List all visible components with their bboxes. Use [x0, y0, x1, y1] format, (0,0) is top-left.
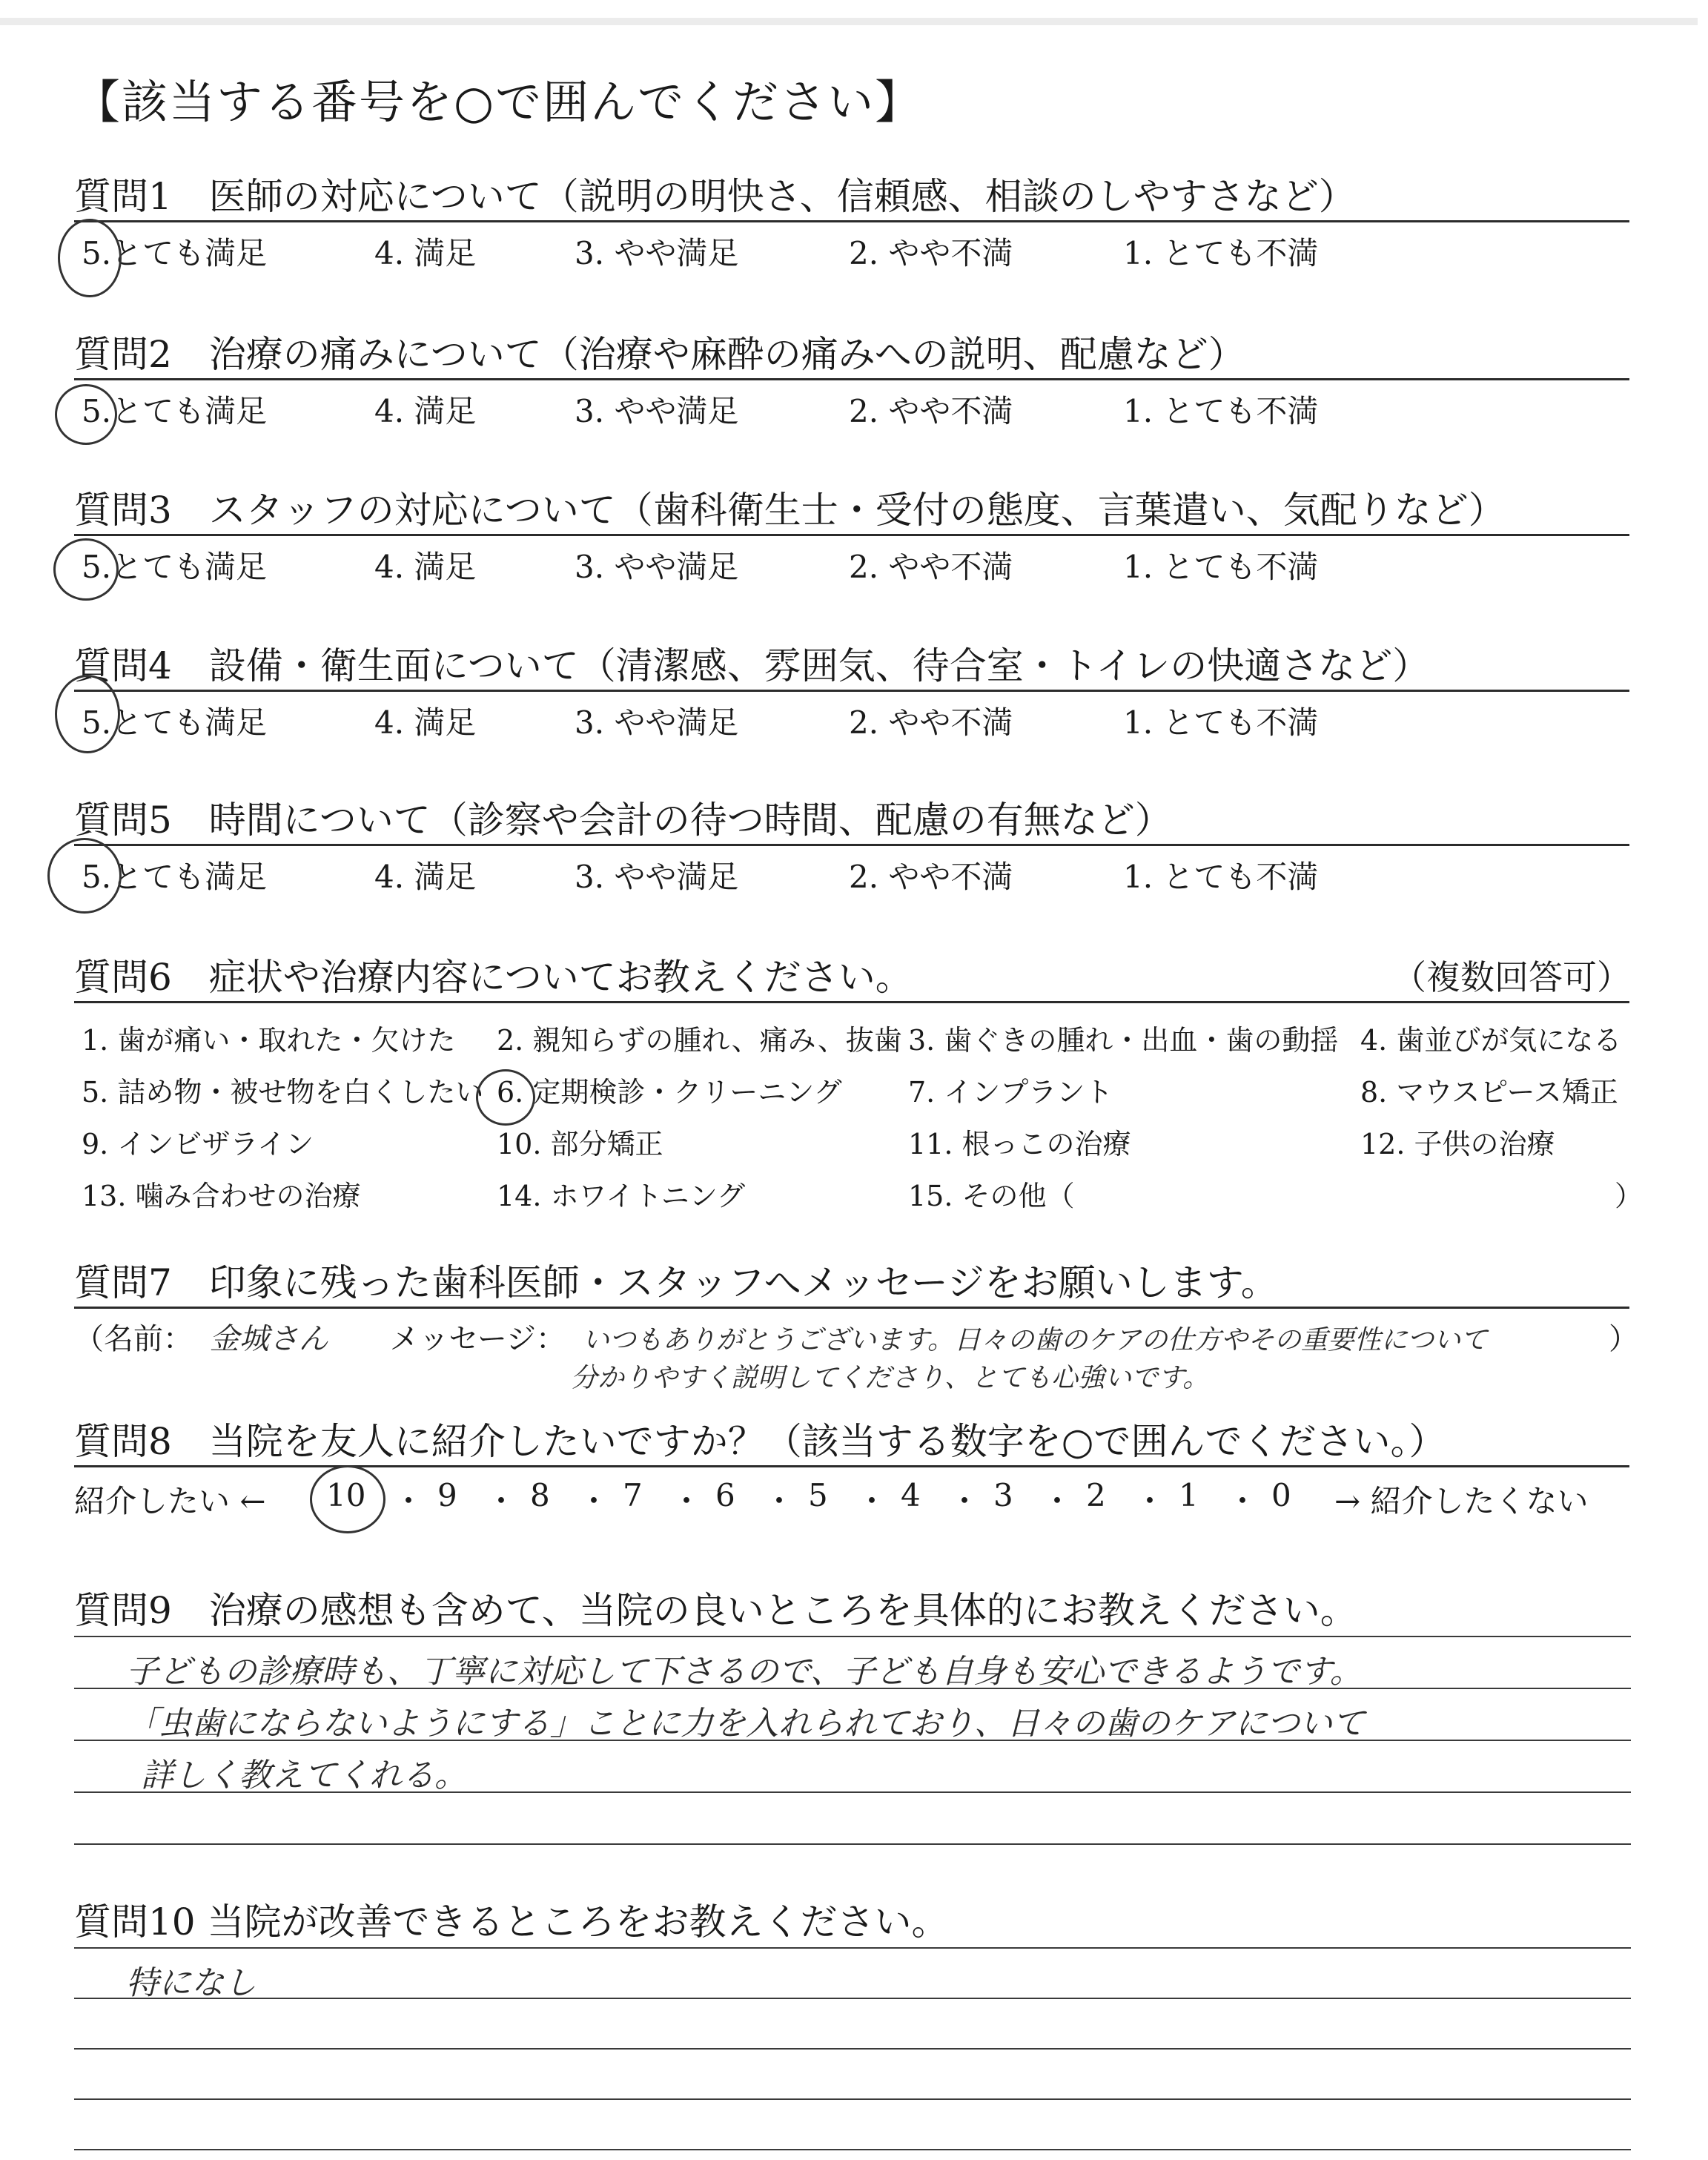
q5-option-4[interactable]: 4. 満足: [374, 859, 477, 895]
message-line-1[interactable]: いつもありがとうございます。日々の歯のケアの仕方やその重要性について: [582, 1325, 1488, 1355]
q10-ruled-line: [74, 2048, 1631, 2050]
question-7-rule: [74, 1307, 1629, 1309]
q6-option-14[interactable]: 14. ホワイトニング: [497, 1180, 746, 1212]
question-2-rule: [74, 378, 1629, 380]
q1-option-2[interactable]: 2. やや不満: [849, 235, 1013, 271]
question-1-title: 質問1 医師の対応について（説明の明快さ、信頼感、相談のしやすさなど）: [74, 175, 1356, 218]
q10-ruled-line: [74, 2098, 1631, 2100]
q6-option-6[interactable]: 6. 定期検診・クリーニング: [497, 1076, 842, 1109]
scale-8[interactable]: 8: [530, 1477, 550, 1513]
q4-option-2[interactable]: 2. やや不満: [849, 704, 1013, 741]
question-6: [74, 948, 1644, 1215]
q5-option-2[interactable]: 2. やや不満: [849, 859, 1013, 895]
recommend-left-label: 紹介したい ←: [74, 1483, 266, 1519]
q4-option-4[interactable]: 4. 満足: [374, 704, 477, 741]
q6-option-11[interactable]: 11. 根っこの治療: [908, 1128, 1131, 1160]
q1-selection-circle: [58, 219, 122, 297]
question-5-options: [82, 853, 1623, 897]
q5-option-1[interactable]: 1. とても不満: [1123, 859, 1319, 895]
question-7-response: [74, 1315, 1487, 1358]
q6-option-12[interactable]: 12. 子供の治療: [1360, 1128, 1555, 1160]
scale-1[interactable]: 1: [1179, 1477, 1199, 1513]
q8-selection-circle: [310, 1465, 385, 1533]
question-10-title: 質問10 当院が改善できるところをお教えください。: [74, 1900, 949, 1943]
q9-ruled-line: [74, 1843, 1631, 1845]
q5-option-5[interactable]: 5.とても満足: [82, 859, 268, 895]
q9-answer-line-1[interactable]: 子どもの診療時も、丁寧に対応して下さるので、子ども自身も安心できるようです。: [126, 1653, 1363, 1691]
q2-option-1[interactable]: 1. とても不満: [1123, 393, 1319, 429]
q10-answer-line-1[interactable]: 特になし: [126, 1964, 256, 2002]
q1-option-3[interactable]: 3. やや満足: [575, 235, 739, 271]
scale-sep: ・: [764, 1483, 795, 1519]
question-4-title: 質問4 設備・衛生面について（清潔感、雰囲気、待合室・トイレの快適さなど）: [74, 644, 1430, 687]
name-label: （名前：: [74, 1322, 193, 1356]
name-value[interactable]: 金城さん: [209, 1322, 328, 1356]
scale-10[interactable]: 10: [326, 1477, 366, 1513]
q2-option-5[interactable]: 5.とても満足: [82, 393, 268, 429]
question-9: [74, 1581, 1631, 1848]
question-5-rule: [74, 844, 1629, 846]
q2-selection-circle: [55, 384, 117, 445]
q6-option-3[interactable]: 3. 歯ぐきの腫れ・出血・歯の動揺: [908, 1024, 1339, 1057]
q6-option-4[interactable]: 4. 歯並びが気になる: [1360, 1024, 1622, 1057]
q3-selection-circle: [53, 538, 119, 601]
scan-edge: [0, 18, 1698, 25]
message-label: メッセージ：: [389, 1322, 566, 1356]
q10-ruled-line: [74, 2149, 1631, 2150]
question-2-title: 質問2 治療の痛みについて（治療や麻酔の痛みへの説明、配慮など）: [74, 333, 1245, 376]
q3-option-4[interactable]: 4. 満足: [374, 549, 477, 585]
scale-sep: ・: [949, 1483, 981, 1519]
q6-option-9[interactable]: 9. インビザライン: [82, 1128, 314, 1160]
scale-7[interactable]: 7: [623, 1477, 643, 1513]
q9-ruled-line: [74, 1636, 1631, 1637]
q2-option-3[interactable]: 3. やや満足: [575, 393, 739, 429]
q2-option-2[interactable]: 2. やや不満: [849, 393, 1013, 429]
q6-option-1[interactable]: 1. 歯が痛い・取れた・欠けた: [82, 1024, 456, 1057]
q2-option-4[interactable]: 4. 満足: [374, 393, 477, 429]
question-4-options: [82, 698, 1623, 743]
scale-9[interactable]: 9: [437, 1477, 457, 1513]
question-9-title: 質問9 治療の感想も含めて、当院の良いところを具体的にお教えください。: [74, 1589, 1357, 1632]
recommend-scale: [74, 1477, 1631, 1522]
question-7: [74, 1253, 1638, 1401]
q1-option-1[interactable]: 1. とても不満: [1123, 235, 1319, 271]
q10-ruled-line: [74, 1998, 1631, 1999]
question-5-title: 質問5 時間について（診察や会計の待つ時間、配慮の有無など）: [74, 799, 1172, 842]
scale-sep: ・: [578, 1483, 610, 1519]
question-3-title: 質問3 スタッフの対応について（歯科衛生士・受付の態度、言葉遣い、気配りなど）: [74, 489, 1506, 532]
q6-option-13[interactable]: 13. 噛み合わせの治療: [82, 1180, 361, 1212]
q5-selection-circle: [47, 838, 122, 914]
question-7-title: 質問7 印象に残った歯科医師・スタッフへメッセージをお願いします。: [74, 1261, 1278, 1304]
scale-0[interactable]: 0: [1271, 1477, 1291, 1513]
q4-option-3[interactable]: 3. やや満足: [575, 704, 739, 741]
question-4-rule: [74, 690, 1629, 692]
question-8-rule: [74, 1465, 1629, 1467]
scale-3[interactable]: 3: [993, 1477, 1013, 1513]
q6-option-8[interactable]: 8. マウスピース矯正: [1360, 1076, 1618, 1109]
scale-sep: ・: [1042, 1483, 1073, 1519]
q6-option-10[interactable]: 10. 部分矯正: [497, 1128, 663, 1160]
q6-option-5[interactable]: 5. 詰め物・被せ物を白くしたい: [82, 1076, 484, 1109]
scale-sep: ・: [1134, 1483, 1166, 1519]
scale-sep: ・: [856, 1483, 888, 1519]
q3-option-5[interactable]: 5.とても満足: [82, 549, 268, 585]
message-close: ）: [1609, 1322, 1638, 1356]
question-3-rule: [74, 534, 1629, 536]
question-10: [74, 1892, 1631, 2159]
q6-selection-circle: [476, 1069, 535, 1126]
question-6-title: 質問6 症状や治療内容についてお教えください。: [74, 956, 913, 999]
question-6-rule: [74, 1001, 1629, 1003]
scale-sep: ・: [393, 1483, 425, 1519]
scale-sep: ・: [1227, 1483, 1259, 1519]
q6-other-close: ）: [1615, 1180, 1644, 1212]
q3-option-1[interactable]: 1. とても不満: [1123, 549, 1319, 585]
q1-option-4[interactable]: 4. 満足: [374, 235, 477, 271]
question-8-title: 質問8 当院を友人に紹介したいですか？（該当する数字を○で囲んでください。）: [74, 1420, 1446, 1463]
question-1-options: [82, 229, 1623, 274]
recommend-right-label: → 紹介したくない: [1334, 1483, 1589, 1519]
page-title: 【該当する番号を○で囲んでください】: [74, 75, 923, 129]
q3-option-2[interactable]: 2. やや不満: [849, 549, 1013, 585]
q4-option-5[interactable]: 5.とても満足: [82, 704, 268, 741]
multiple-answers-note: （複数回答可）: [1392, 957, 1631, 997]
scale-6[interactable]: 6: [715, 1477, 735, 1513]
q4-selection-circle: [55, 675, 120, 753]
q4-option-1[interactable]: 1. とても不満: [1123, 704, 1319, 741]
q9-answer-line-3[interactable]: 詳しく教えてくれる。: [141, 1757, 467, 1794]
q6-option-2[interactable]: 2. 親知らずの腫れ、痛み、抜歯: [497, 1024, 902, 1057]
scale-sep: ・: [486, 1483, 517, 1519]
scale-2[interactable]: 2: [1086, 1477, 1106, 1513]
q6-option-7[interactable]: 7. インプラント: [908, 1076, 1113, 1109]
question-3-options: [82, 543, 1623, 587]
question-2-options: [82, 387, 1623, 432]
question-8: [74, 1412, 1631, 1560]
scale-5[interactable]: 5: [808, 1477, 828, 1513]
scale-sep: ・: [671, 1483, 703, 1519]
q6-option-15[interactable]: 15. その他（: [908, 1180, 1075, 1212]
question-1-rule: [74, 220, 1629, 222]
q9-answer-line-2[interactable]: 「虫歯にならないようにする」ことに力を入れられており、日々の歯のケアについて: [126, 1705, 1366, 1743]
q10-ruled-line: [74, 1947, 1631, 1949]
message-line-2[interactable]: 分かりやすく説明してくださり、とても心強いです。: [571, 1363, 1210, 1393]
q3-option-3[interactable]: 3. やや満足: [575, 549, 739, 585]
q5-option-3[interactable]: 3. やや満足: [575, 859, 739, 895]
q1-option-5[interactable]: 5.とても満足: [82, 235, 268, 271]
scale-4[interactable]: 4: [901, 1477, 921, 1513]
